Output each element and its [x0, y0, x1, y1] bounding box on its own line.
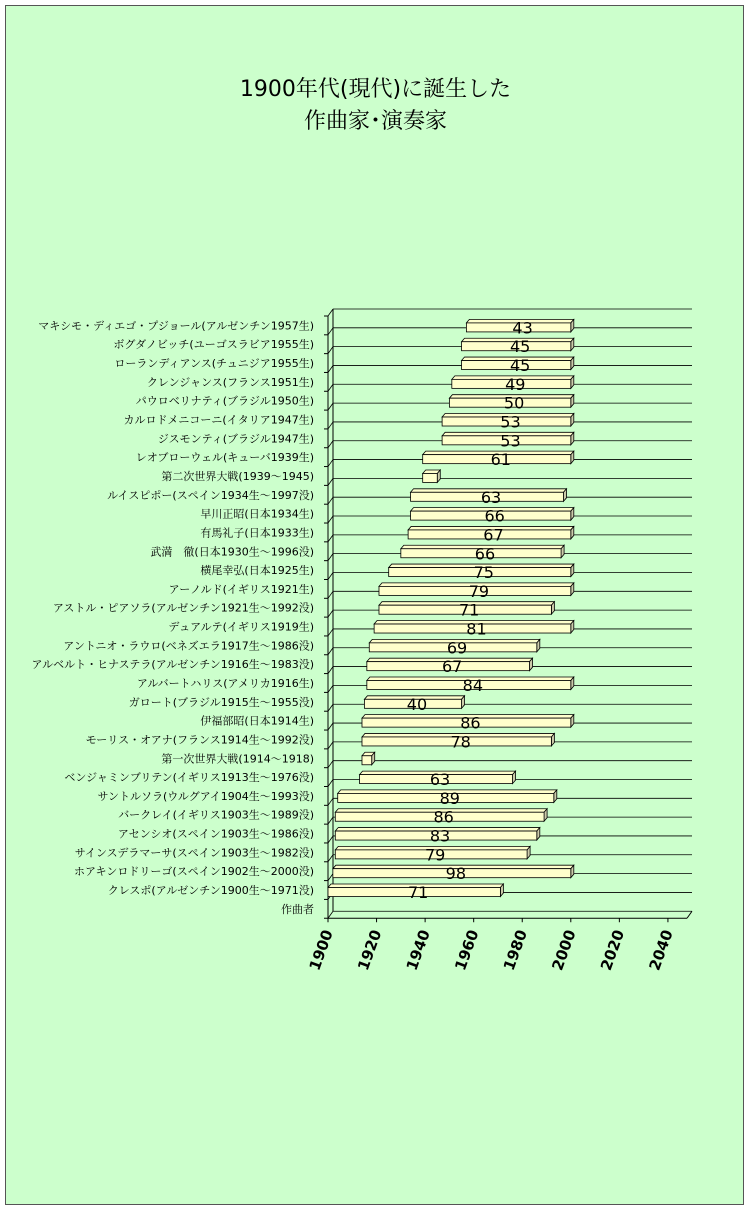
row-label: クレスポ(アルゼンチン1900生～1971没) [107, 884, 314, 898]
data-label: 67 [483, 525, 504, 545]
row-label: モーリス・オアナ(フランス1914生～1992没) [85, 733, 314, 747]
gridline-depth [328, 704, 333, 711]
x-tick-label: 1920 [354, 927, 386, 973]
data-label: 53 [500, 431, 521, 451]
x-tick-label: 2000 [548, 927, 580, 973]
bar-chart [6, 6, 745, 1206]
data-label: 45 [509, 337, 531, 357]
row-label: 第一次世界大戦(1914～1918) [161, 752, 314, 766]
row-label: ホアキンロドリーゴ(スペイン1902生～2000没) [73, 865, 314, 879]
x-tick-label: 1980 [499, 927, 531, 973]
gridline-depth [328, 535, 333, 542]
row-label: ガロート(ブラジル1915生～1955没) [128, 695, 314, 709]
chart-title-line1: 1900年代(現代)に誕生した [239, 77, 512, 102]
bar-group [362, 752, 375, 765]
gridline-depth [328, 554, 333, 561]
x-tick-label: 2040 [645, 927, 677, 973]
data-label: 71 [408, 883, 429, 903]
data-label: 61 [490, 450, 511, 470]
gridline-depth [328, 817, 333, 824]
row-label: アセンシオ(スペイン1903生～1986没) [117, 827, 314, 841]
row-label: バークレイ(イギリス1903生～1989没) [118, 808, 314, 822]
data-label: 50 [503, 393, 525, 413]
data-label: 53 [500, 412, 521, 432]
row-label: アントニオ・ラウロ(ベネズエラ1917生～1986没) [63, 639, 314, 653]
data-label: 79 [425, 845, 446, 865]
gridline-depth [328, 648, 333, 655]
row-label: パウロベリナティ(ブラジル1950生) [135, 394, 314, 408]
data-label: 66 [474, 544, 496, 564]
gridline-depth [328, 685, 333, 692]
chart-title-line2: 作曲家･演奏家 [303, 109, 447, 134]
gridline-depth [328, 836, 333, 843]
bar [362, 756, 372, 765]
gridline-depth [328, 855, 333, 862]
row-label: デュアルテ(イギリス1919生) [168, 620, 314, 634]
x-tick-label: 1940 [402, 927, 434, 973]
row-label: ボグダノビッチ(ユーゴスラビア1955生) [113, 338, 314, 352]
gridline-depth [328, 365, 333, 372]
gridline-depth [328, 422, 333, 429]
data-label: 71 [459, 600, 480, 620]
x-tick-label: 2020 [596, 927, 629, 973]
bar-group [423, 470, 441, 483]
gridline-depth [328, 798, 333, 805]
row-label: サインスデラマーサ(スペイン1903生～1982没) [74, 846, 314, 860]
gridline-depth [328, 911, 333, 918]
gridline-depth [328, 516, 333, 523]
gridline-depth [328, 761, 333, 768]
row-label: 早川正昭(日本1934生) [200, 507, 314, 521]
row-label: サントルソラ(ウルグアイ1904生～1993没) [97, 789, 314, 803]
bar [423, 473, 438, 482]
gridline-depth [328, 610, 333, 617]
gridline-depth [328, 742, 333, 749]
data-label: 40 [406, 694, 428, 714]
gridline-depth [328, 874, 333, 881]
row-label: カルロドメニコーニ(イタリア1947生) [123, 413, 314, 427]
row-label: ローランディアンス(チュニジア1955生) [114, 357, 314, 371]
data-label: 98 [445, 864, 467, 884]
gridline-depth [328, 591, 333, 598]
row-label: クレンジャンス(フランス1951生) [146, 375, 314, 389]
gridline-depth [328, 328, 333, 335]
gridline-depth [328, 309, 333, 316]
row-label: 第二次世界大戦(1939～1945) [161, 469, 314, 483]
data-label: 43 [512, 318, 533, 338]
x-tick-label: 1900 [305, 927, 337, 973]
row-label: アルバートハリス(アメリカ1916生) [136, 676, 314, 690]
gridline-depth [328, 497, 333, 504]
data-label: 89 [439, 788, 460, 808]
data-label: 78 [450, 732, 471, 752]
row-label: アルベルト・ヒナステラ(アルゼンチン1916生～1983没) [31, 658, 314, 672]
row-label: レオブローウェル(キューバ1939生) [135, 451, 314, 465]
row-label: アーノルド(イギリス1921生) [168, 582, 314, 596]
data-label: 81 [466, 619, 487, 639]
data-label: 86 [460, 713, 481, 733]
gridline-depth [328, 441, 333, 448]
data-label: 67 [442, 657, 463, 677]
data-label: 75 [473, 563, 494, 583]
row-label: 有馬礼子(日本1933生) [200, 526, 314, 540]
x-axis-depth [687, 911, 692, 918]
x-tick-label: 1960 [451, 927, 483, 973]
row-label: 伊福部昭(日本1914生) [200, 714, 314, 728]
data-label: 63 [480, 487, 502, 507]
row-label: ルイスピポー(スペイン1934生～1997没) [107, 488, 314, 502]
data-label: 69 [446, 638, 468, 658]
data-label: 49 [505, 374, 526, 394]
y-axis-title: 作曲者 [281, 902, 314, 916]
gridline-depth [328, 629, 333, 636]
row-label: ベンジャミンブリテン(イギリス1913生～1976没) [64, 771, 314, 785]
data-label: 45 [509, 356, 531, 376]
gridline-depth [328, 667, 333, 674]
gridline-depth [328, 723, 333, 730]
row-label: 武満 徹(日本1930生～1996没) [150, 545, 314, 559]
gridline-depth [328, 478, 333, 485]
data-label: 84 [462, 675, 484, 695]
data-label: 63 [429, 770, 451, 790]
data-label: 86 [433, 807, 454, 827]
data-label: 66 [484, 506, 505, 526]
row-label: マキシモ・ディエゴ・プジョール(アルゼンチン1957生) [38, 319, 314, 333]
gridline-depth [328, 572, 333, 579]
row-label: 横尾幸弘(日本1925生) [200, 564, 314, 578]
row-label: ジスモンティ(ブラジル1947生) [157, 432, 314, 446]
gridline-depth [328, 384, 333, 391]
gridline-depth [328, 347, 333, 354]
gridline-depth [328, 460, 333, 467]
gridline-depth [328, 780, 333, 787]
chart-area [5, 5, 744, 1205]
gridline-depth [328, 403, 333, 410]
row-label: アストル・ピアソラ(アルゼンチン1921生～1992没) [52, 601, 314, 615]
data-label: 79 [468, 581, 490, 601]
data-label: 83 [429, 826, 451, 846]
